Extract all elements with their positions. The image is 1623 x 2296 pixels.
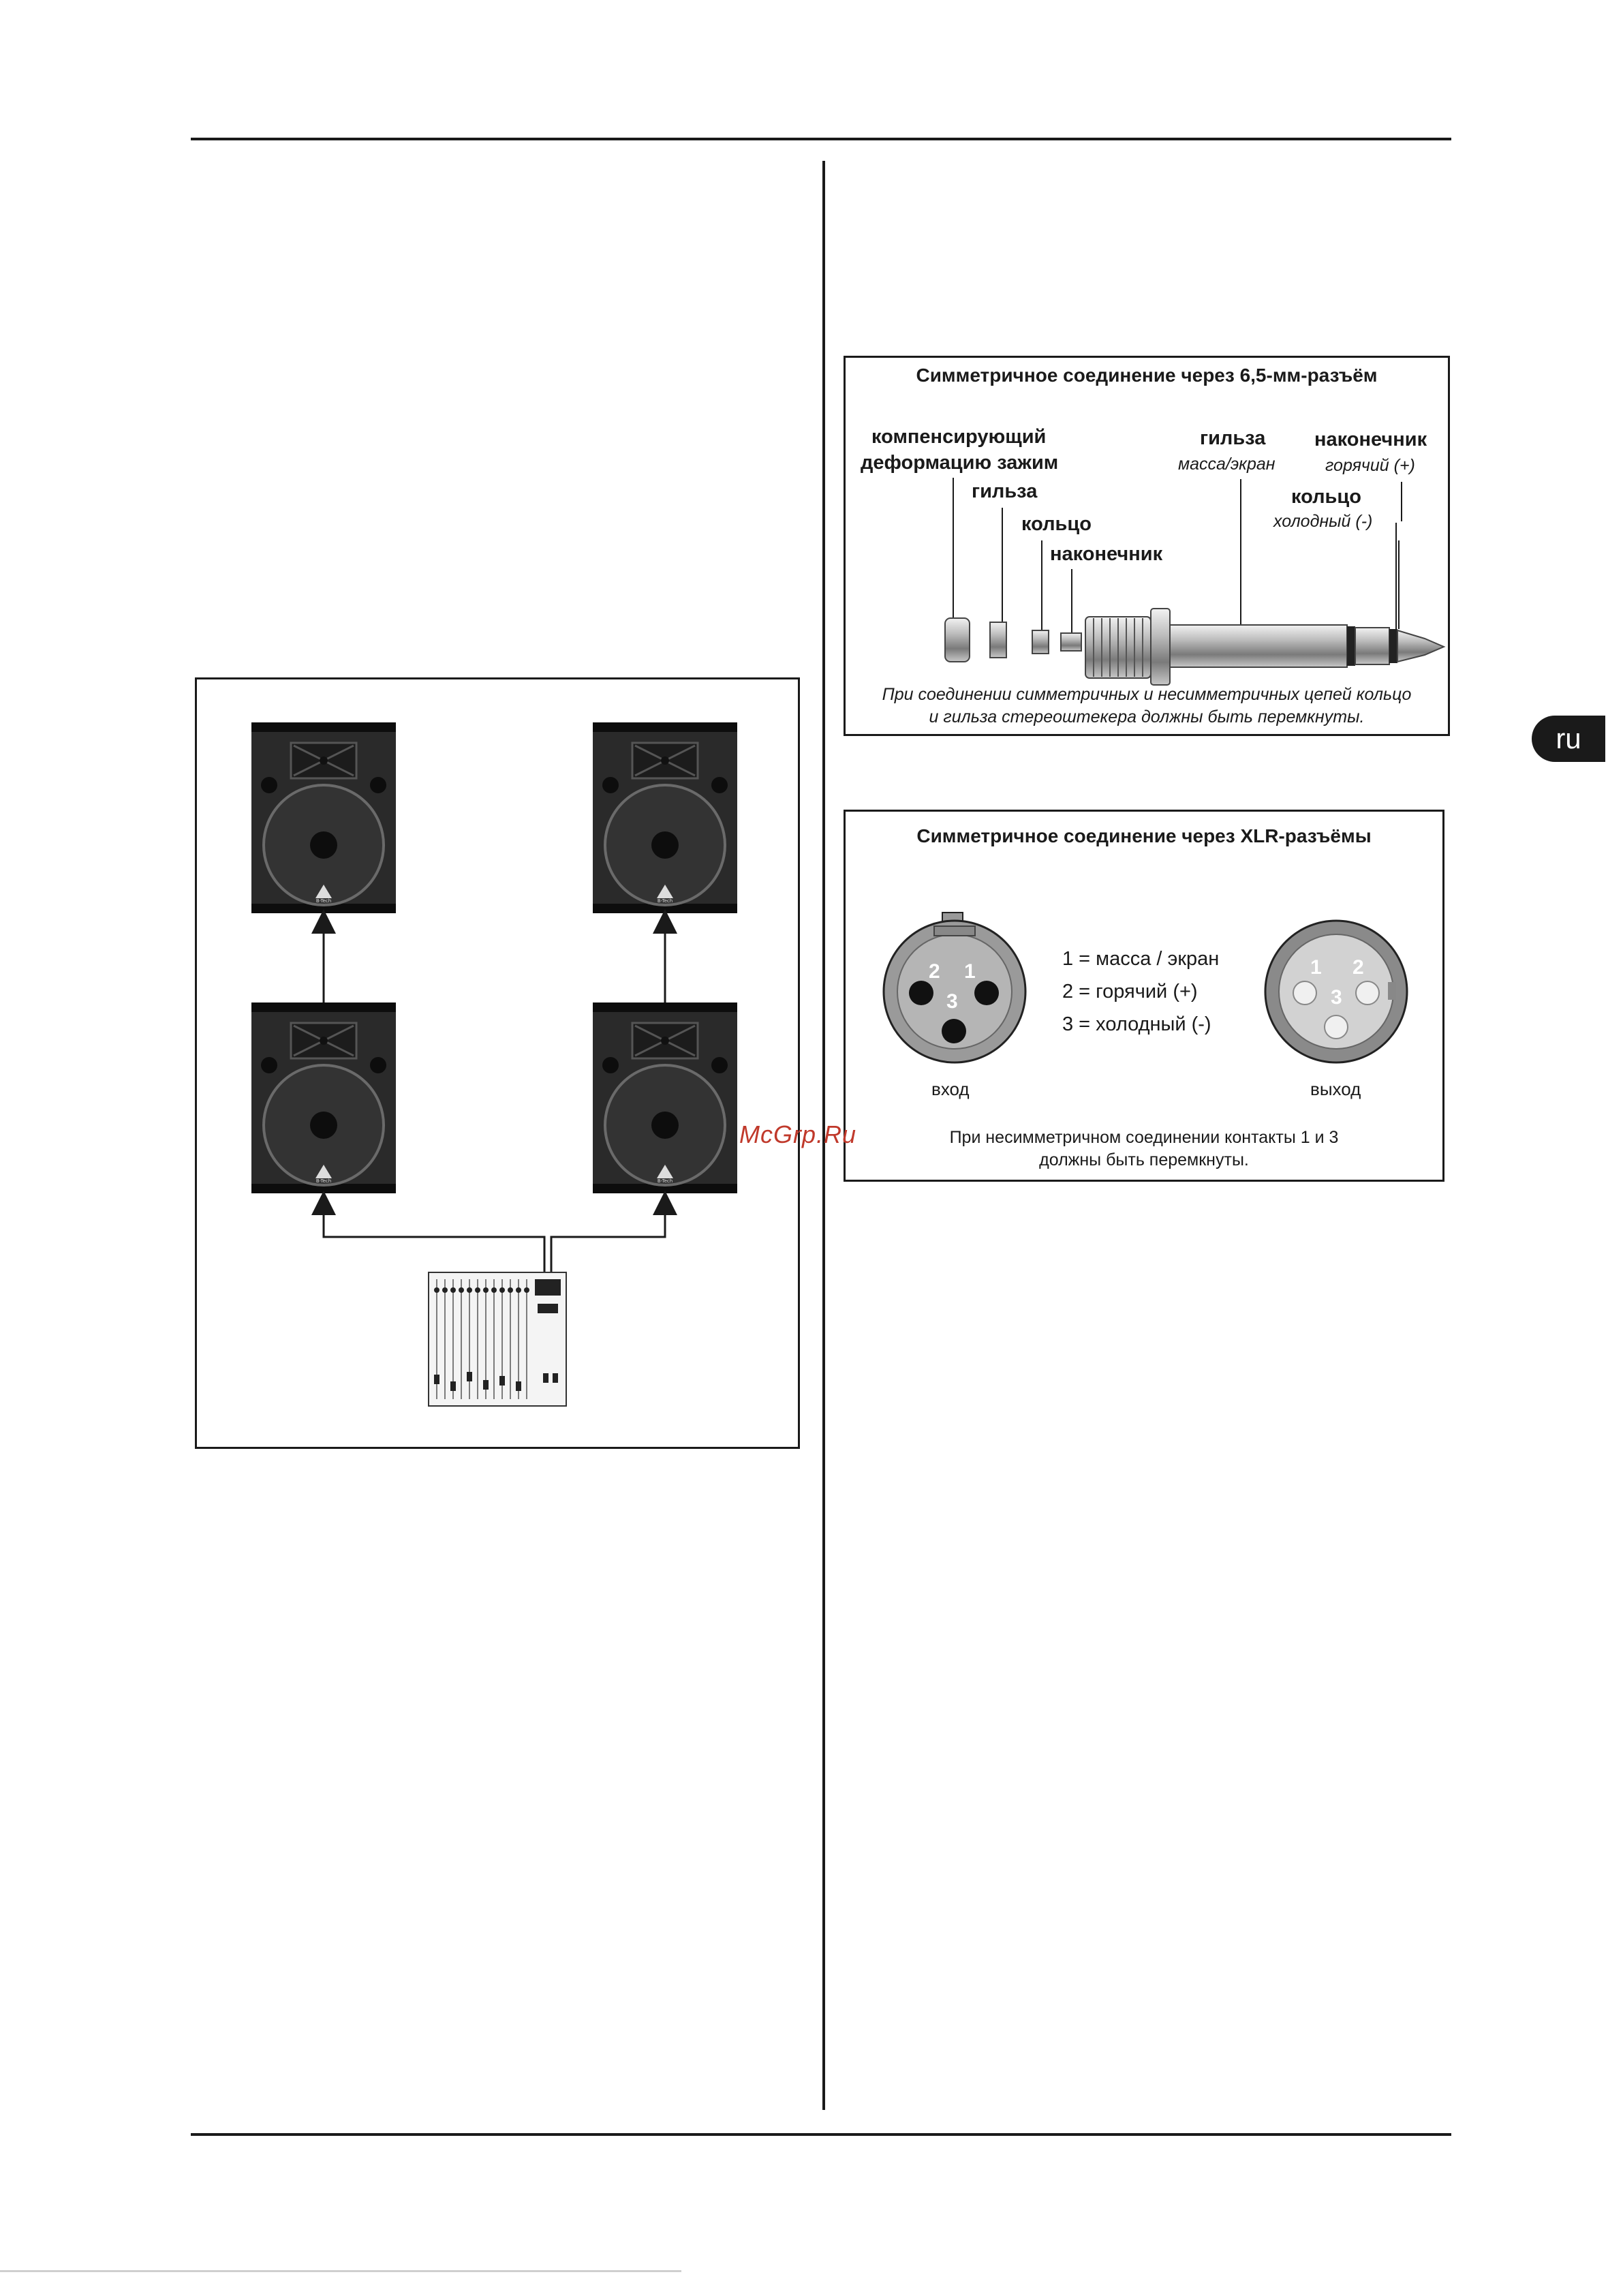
pin-assignment-1: 1 = масса / экран bbox=[1062, 948, 1220, 970]
xlr-diagram-title: Симметричное соединение через XLR-разъёмы bbox=[916, 825, 1372, 846]
xlr-connection-diagram bbox=[844, 810, 1444, 1182]
speaker-bottom-right bbox=[593, 1002, 737, 1193]
page-edge-line bbox=[0, 2270, 681, 2272]
label-strain-relief-2: деформацию зажим bbox=[861, 452, 1059, 474]
label-ring-left: кольцо bbox=[1021, 513, 1092, 535]
label-sleeve-right: гильза bbox=[1200, 427, 1266, 449]
jack-caption-line1: При соединении симметричных и несимметричных цепей кольцо bbox=[882, 685, 1412, 704]
label-strain-relief-1: компенсирующий bbox=[871, 426, 1047, 448]
pin-label-3-out: 3 bbox=[1331, 986, 1342, 1009]
arrow-up-icon bbox=[324, 1203, 544, 1272]
pin-label-3-in: 3 bbox=[946, 990, 958, 1013]
pin-label-1-in: 1 bbox=[964, 960, 976, 983]
label-ring-right: кольцо bbox=[1291, 486, 1361, 508]
bottom-rule bbox=[191, 2133, 1451, 2136]
jack-plug-illustration bbox=[846, 358, 1452, 738]
label-tip-right: наконечник bbox=[1314, 429, 1427, 450]
language-tab: ru bbox=[1532, 716, 1605, 762]
xlr-output-label: выход bbox=[1310, 1079, 1361, 1099]
xlr-female-connector bbox=[884, 913, 1025, 1062]
pin-label-2-in: 2 bbox=[929, 960, 940, 983]
pin-label-2-out: 2 bbox=[1352, 956, 1364, 979]
jack-connection-diagram bbox=[844, 356, 1450, 736]
pin-label-1-out: 1 bbox=[1310, 956, 1322, 979]
label-ring-right-sub: холодный (-) bbox=[1273, 512, 1373, 531]
label-tip-right-sub: горячий (+) bbox=[1325, 456, 1415, 475]
mixer-icon bbox=[429, 1272, 566, 1406]
pin-assignment-2: 2 = горячий (+) bbox=[1062, 981, 1198, 1002]
jack-caption-line2: и гильза стереоштекера должны быть перемкнуты. bbox=[929, 707, 1365, 726]
jack-diagram-title: Симметричное соединение через 6,5-мм-разъём bbox=[916, 365, 1378, 386]
label-tip-left: наконечник bbox=[1050, 543, 1163, 565]
speaker-top-left bbox=[251, 722, 396, 913]
xlr-input-label: вход bbox=[931, 1079, 970, 1099]
arrow-up-icon bbox=[551, 1203, 665, 1272]
label-sleeve-left: гильза bbox=[972, 480, 1038, 502]
pin-assignment-3: 3 = холодный (-) bbox=[1062, 1013, 1211, 1035]
top-rule bbox=[191, 138, 1451, 140]
label-sleeve-right-sub: масса/экран bbox=[1178, 455, 1276, 474]
speaker-setup-diagram bbox=[195, 677, 800, 1449]
watermark: McGrp.Ru bbox=[739, 1120, 857, 1148]
speaker-bottom-left bbox=[251, 1002, 396, 1193]
xlr-caption-line2: должны быть перемкнуты. bbox=[1039, 1150, 1249, 1169]
speaker-top-right bbox=[593, 722, 737, 913]
xlr-caption-line1: При несимметричном соединении контакты 1 и 3 bbox=[949, 1128, 1339, 1147]
speaker-setup-drawing bbox=[197, 679, 802, 1451]
